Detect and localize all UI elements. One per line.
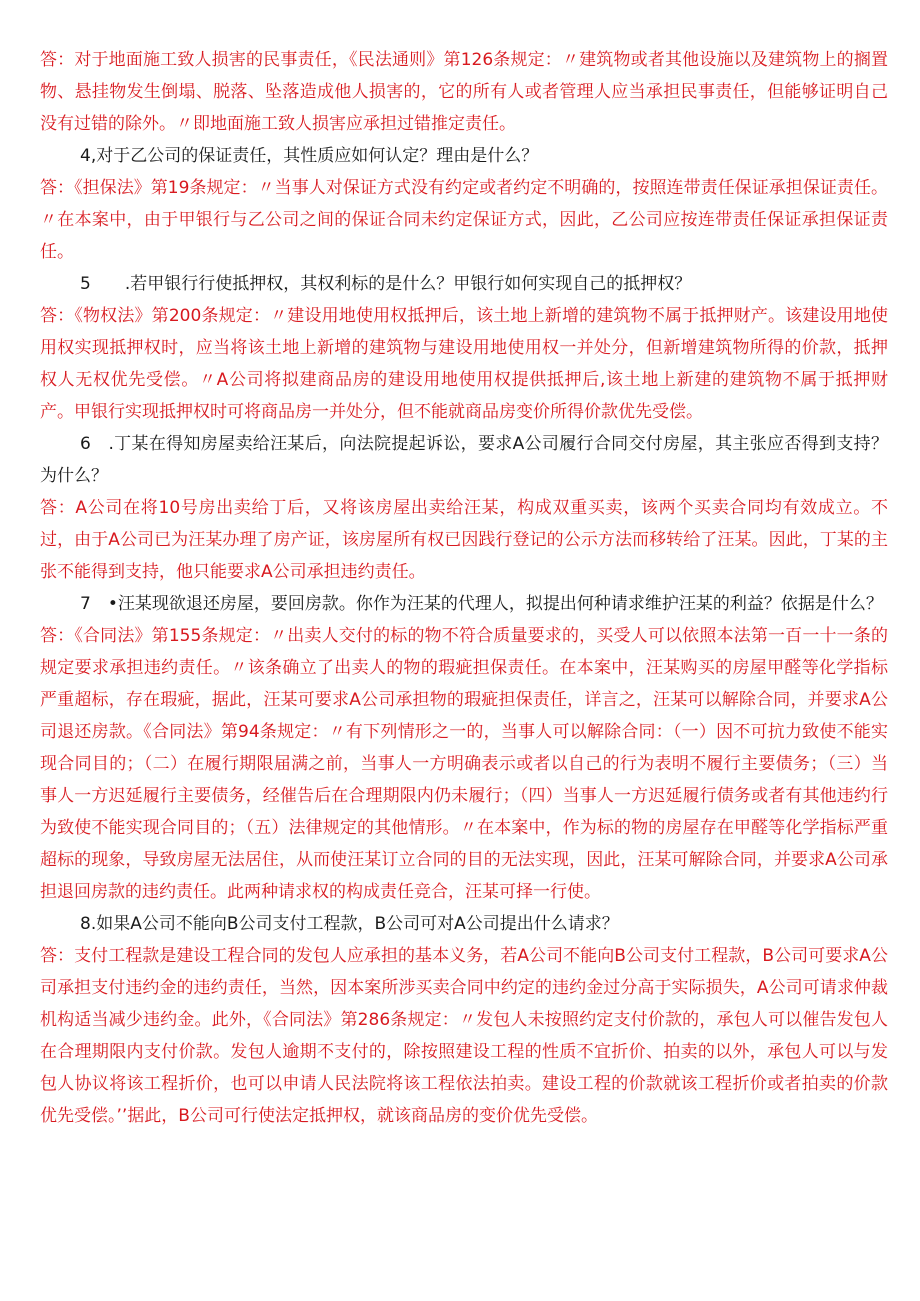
- question-5: 5 .若甲银行行使抵押权，其权利标的是什么？甲银行如何实现自己的抵押权？: [80, 274, 692, 294]
- answer-7: 答：《合同法》第155条规定：〃出卖人交付的标的物不符合质量要求的，买受人可以依照本法第一百一十一条的规定要求承担违约责任。〃该条确立了出卖人的物的瑕疵担保责任。在本案中，汪某购买的房屋甲醛等化学指标严重超标，存在瑕疵，据此，汪某可要求A公司承担物的瑕疵担保责任，详言之，汪某可以解除合同，并要求A公司退还房款。《合同法》第94条规定：〃有下列情形之一的，当事人可以解除合同：（一）因不可抗力致使不能实现合同目的；（二）在履行期限届满之前，当事人一方明确表示或者以自己的行为表明不履行主要债务；（三）当事人一方迟延履行主要债务，经催告后在合理期限内仍未履行；（四）当事人一方迟延履行债务或者有其他违约行为致使不能实现合同目的；（五）法律规定的其他情形。〃在本案中，作为标的物的房屋存在甲醛等化学指标严重超标的现象，导致房屋无法居住，从而使汪某订立合同的目的无法实现，因此，汪某可解除合同，并要求A公司承担退回房款的违约责任。此两种请求权的构成责任竞合，汪某可择一行使。: [40, 626, 888, 902]
- answer-6: 答：A公司在将10号房出卖给丁后，又将该房屋出卖给汪某，构成双重买卖，该两个买卖合同均有效成立。不过，由于A公司已为汪某办理了房产证，该房屋所有权已因践行登记的公示方法而移转给了汪某。因此，丁某的主张不能得到支持，他只能要求A公司承担违约责任。: [40, 498, 888, 582]
- answer-8: 答：支付工程款是建设工程合同的发包人应承担的基本义务，若A公司不能向B公司支付工程款，B公司可要求A公司承担支付违约金的违约责任，当然，因本案所涉买卖合同中约定的违约金过分高于实际损失，A公司可请求仲裁机构适当减少违约金。此外，《合同法》第286条规定：〃发包人未按照约定支付价款的，承包人可以催告发包人在合理期限内支付价款。发包人逾期不支付的，除按照建设工程的性质不宜折价、拍卖的以外，承包人可以与发包人协议将该工程折价，也可以申请人民法院将该工程依法拍卖。建设工程的价款就该工程折价或者拍卖的价款优先受偿。’’据此，B公司可行使法定抵押权，就该商品房的变价优先受偿。: [40, 946, 888, 1126]
- answer-3: 答：对于地面施工致人损害的民事责任，《民法通则》第126条规定：〃建筑物或者其他设施以及建筑物上的搁置物、悬挂物发生倒塌、脱落、坠落造成他人损害的，它的所有人或者管理人应当承担民事责任，但能够证明自己没有过错的除外。〃即地面施工致人损害应承担过错推定责任。: [40, 50, 888, 134]
- question-8: 8.如果A公司不能向B公司支付工程款，B公司可对A公司提出什么请求？: [80, 914, 619, 934]
- question-6: 6 .丁某在得知房屋卖给汪某后，向法院提起诉讼，要求A公司履行合同交付房屋，其主张应否得到支持？为什么？: [40, 434, 888, 486]
- answer-4: 答：《担保法》第19条规定：〃当事人对保证方式没有约定或者约定不明确的，按照连带责任保证承担保证责任。〃在本案中，由于甲银行与乙公司之间的保证合同未约定保证方式，因此，乙公司应按连带责任保证承担保证责任。: [40, 178, 888, 262]
- question-4: 4,对于乙公司的保证责任，其性质应如何认定？理由是什么？: [80, 146, 539, 166]
- answer-5: 答：《物权法》第200条规定：〃建设用地使用权抵押后，该土地上新增的建筑物不属于抵押财产。该建设用地使用权实现抵押权时，应当将该土地上新增的建筑物与建设用地使用权一并处分，但新增建筑物所得的价款，抵押权人无权优先受偿。〃A公司将拟建商品房的建设用地使用权提供抵押后,该土地上新建的建筑物不属于抵押财产。甲银行实现抵押权时可将商品房一并处分，但不能就商品房变价所得价款优先受偿。: [40, 306, 888, 422]
- question-7: 7 •汪某现欲退还房屋，要回房款。你作为汪某的代理人，拟提出何种请求维护汪某的利益？依据是什么？: [80, 594, 883, 614]
- document-page: [40, 44, 888, 1132]
